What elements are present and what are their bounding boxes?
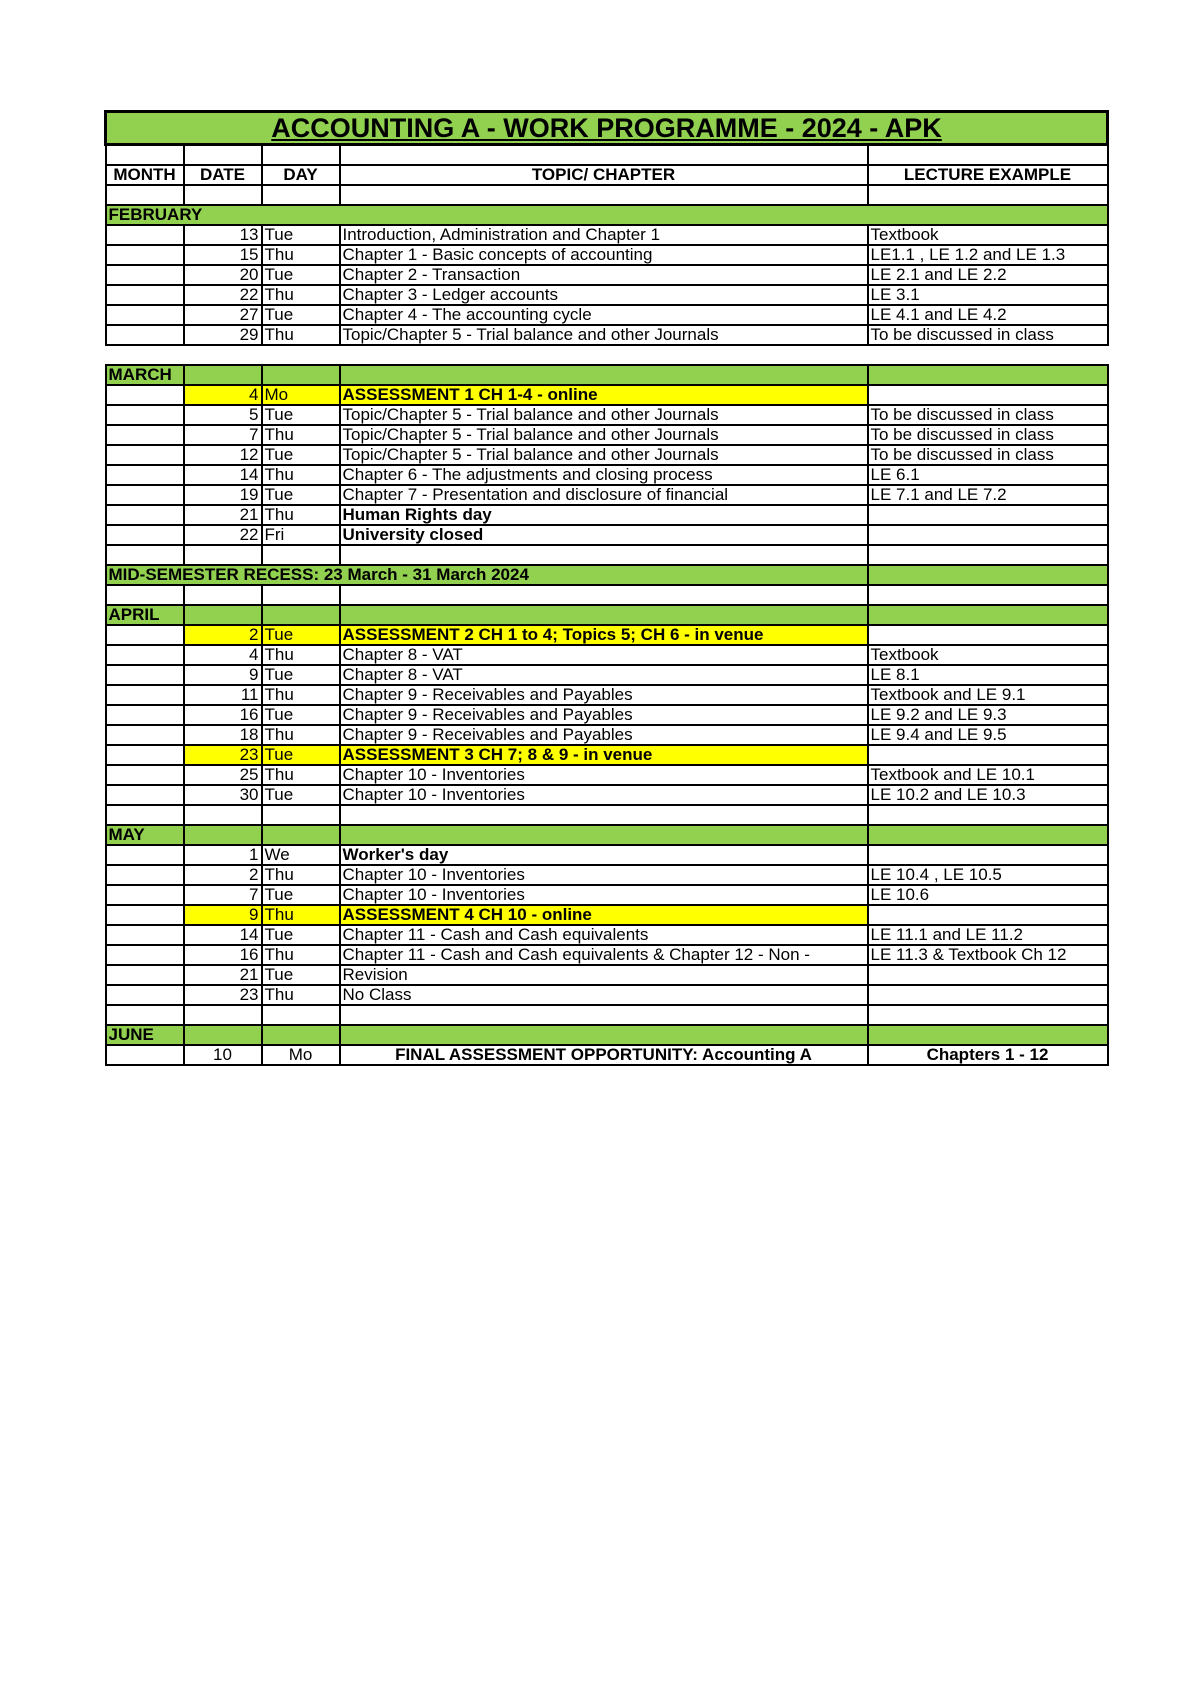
topic-cell: Human Rights day [340,505,868,525]
header-row [106,165,1108,185]
topic-cell: Chapter 4 - The accounting cycle [340,305,868,325]
lecture-cell [868,625,1108,645]
topic-cell: ASSESSMENT 4 CH 10 - online [340,905,868,925]
date-cell: 23 [184,745,262,765]
date-cell: 27 [184,305,262,325]
table-row [106,965,1108,985]
date-cell: 29 [184,325,262,345]
day-cell: Fri [262,525,340,545]
topic-cell: Chapter 3 - Ledger accounts [340,285,868,305]
date-cell: 9 [184,905,262,925]
table-row [106,285,1108,305]
lecture-cell: LE 11.1 and LE 11.2 [868,925,1108,945]
date-cell: 22 [184,525,262,545]
date-cell: 14 [184,465,262,485]
day-cell: We [262,845,340,865]
date-cell: 10 [184,1045,262,1065]
date-cell: 4 [184,385,262,405]
day-cell: Thu [262,325,340,345]
lecture-cell: LE1.1 , LE 1.2 and LE 1.3 [868,245,1108,265]
date-cell: 12 [184,445,262,465]
date-cell: 21 [184,965,262,985]
day-cell: Thu [262,765,340,785]
topic-cell: Topic/Chapter 5 - Trial balance and other Journals [340,445,868,465]
topic-cell: Chapter 8 - VAT [340,645,868,665]
date-cell: 15 [184,245,262,265]
lecture-cell: LE 6.1 [868,465,1108,485]
lecture-cell [868,385,1108,405]
topic-cell: Chapter 10 - Inventories [340,765,868,785]
header-lecture: LECTURE EXAMPLE [868,165,1108,185]
work-programme-sheet [104,110,1106,1066]
work-programme-table [104,110,1109,1066]
day-cell: Tue [262,965,340,985]
day-cell: Tue [262,405,340,425]
date-cell: 1 [184,845,262,865]
lecture-cell: LE 8.1 [868,665,1108,685]
topic-cell: No Class [340,985,868,1005]
topic-cell: Topic/Chapter 5 - Trial balance and other Journals [340,405,868,425]
table-row [106,925,1108,945]
lecture-cell: LE 2.1 and LE 2.2 [868,265,1108,285]
date-cell: 25 [184,765,262,785]
day-cell: Tue [262,485,340,505]
day-cell: Mo [262,1045,340,1065]
lecture-cell [868,505,1108,525]
lecture-cell: LE 10.4 , LE 10.5 [868,865,1108,885]
date-cell: 19 [184,485,262,505]
date-cell: 23 [184,985,262,1005]
date-cell: 20 [184,265,262,285]
sheet-title: ACCOUNTING A - WORK PROGRAMME - 2024 - APK [106,112,1108,145]
day-cell: Thu [262,505,340,525]
month-label: MAY [106,825,184,845]
topic-cell: Chapter 9 - Receivables and Payables [340,705,868,725]
day-cell: Tue [262,925,340,945]
table-row [106,885,1108,905]
month-row-february [106,205,1108,225]
date-cell: 2 [184,865,262,885]
month-row-may [106,825,1108,845]
lecture-cell: Textbook and LE 10.1 [868,765,1108,785]
spacer-row [106,345,1108,365]
table-row [106,625,1108,645]
header-topic: TOPIC/ CHAPTER [340,165,868,185]
month-label: JUNE [106,1025,184,1045]
date-cell: 18 [184,725,262,745]
table-row [106,985,1108,1005]
topic-cell: Chapter 10 - Inventories [340,785,868,805]
day-cell: Thu [262,645,340,665]
day-cell: Mo [262,385,340,405]
topic-cell: FINAL ASSESSMENT OPPORTUNITY: Accounting A [340,1045,868,1065]
date-cell: 7 [184,425,262,445]
date-cell: 14 [184,925,262,945]
day-cell: Tue [262,625,340,645]
topic-cell: University closed [340,525,868,545]
lecture-cell: Chapters 1 - 12 [868,1045,1108,1065]
table-row [106,945,1108,965]
topic-cell: ASSESSMENT 1 CH 1-4 - online [340,385,868,405]
topic-cell: ASSESSMENT 3 CH 7; 8 & 9 - in venue [340,745,868,765]
table-row [106,765,1108,785]
day-cell: Tue [262,265,340,285]
topic-cell: Chapter 9 - Receivables and Payables [340,685,868,705]
blank-row [106,545,1108,565]
lecture-cell: LE 9.4 and LE 9.5 [868,725,1108,745]
table-row [106,505,1108,525]
day-cell: Thu [262,685,340,705]
day-cell: Tue [262,665,340,685]
lecture-cell [868,905,1108,925]
lecture-cell: LE 11.3 & Textbook Ch 12 [868,945,1108,965]
recess-row [106,565,1108,585]
date-cell: 7 [184,885,262,905]
lecture-cell: To be discussed in class [868,445,1108,465]
day-cell: Tue [262,885,340,905]
lecture-cell: LE 3.1 [868,285,1108,305]
table-row [106,485,1108,505]
month-label: FEBRUARY [106,205,1108,225]
day-cell: Thu [262,285,340,305]
table-row [106,705,1108,725]
blank-row [106,185,1108,205]
day-cell: Tue [262,705,340,725]
month-row-march [106,365,1108,385]
table-row [106,785,1108,805]
day-cell: Thu [262,725,340,745]
day-cell: Tue [262,445,340,465]
lecture-cell: To be discussed in class [868,325,1108,345]
table-row [106,425,1108,445]
table-row [106,1045,1108,1065]
blank-row [106,585,1108,605]
date-cell: 16 [184,945,262,965]
table-row [106,445,1108,465]
topic-cell: Chapter 9 - Receivables and Payables [340,725,868,745]
lecture-cell: Textbook and LE 9.1 [868,685,1108,705]
topic-cell: Chapter 7 - Presentation and disclosure of financial [340,485,868,505]
month-row-april [106,605,1108,625]
month-label: MARCH [106,365,184,385]
lecture-cell: To be discussed in class [868,425,1108,445]
day-cell: Tue [262,305,340,325]
lecture-cell: Textbook [868,645,1108,665]
table-row [106,265,1108,285]
date-cell: 11 [184,685,262,705]
table-row [106,865,1108,885]
date-cell: 21 [184,505,262,525]
lecture-cell [868,845,1108,865]
table-row [106,245,1108,265]
lecture-cell: Textbook [868,225,1108,245]
table-row [106,305,1108,325]
header-date: DATE [184,165,262,185]
table-row [106,385,1108,405]
table-row [106,325,1108,345]
month-label: APRIL [106,605,184,625]
date-cell: 4 [184,645,262,665]
date-cell: 22 [184,285,262,305]
topic-cell: Chapter 6 - The adjustments and closing process [340,465,868,485]
header-day: DAY [262,165,340,185]
table-row [106,745,1108,765]
topic-cell: Chapter 11 - Cash and Cash equivalents & Chapter 12 - Non - [340,945,868,965]
lecture-cell [868,965,1108,985]
lecture-cell: LE 7.1 and LE 7.2 [868,485,1108,505]
day-cell: Thu [262,945,340,965]
topic-cell: Chapter 11 - Cash and Cash equivalents [340,925,868,945]
lecture-cell: LE 4.1 and LE 4.2 [868,305,1108,325]
day-cell: Thu [262,465,340,485]
day-cell: Tue [262,225,340,245]
lecture-cell [868,745,1108,765]
day-cell: Thu [262,905,340,925]
lecture-cell: LE 10.6 [868,885,1108,905]
table-row [106,685,1108,705]
topic-cell: Chapter 10 - Inventories [340,865,868,885]
header-month: MONTH [106,165,184,185]
table-row [106,905,1108,925]
topic-cell: Introduction, Administration and Chapter 1 [340,225,868,245]
recess-label: MID-SEMESTER RECESS: 23 March - 31 March 2024 [106,565,868,585]
day-cell: Thu [262,425,340,445]
topic-cell: Chapter 10 - Inventories [340,885,868,905]
date-cell: 9 [184,665,262,685]
lecture-cell [868,985,1108,1005]
day-cell: Tue [262,785,340,805]
month-row-june [106,1025,1108,1045]
table-row [106,225,1108,245]
day-cell: Thu [262,245,340,265]
lecture-cell: LE 10.2 and LE 10.3 [868,785,1108,805]
lecture-cell: To be discussed in class [868,405,1108,425]
table-row [106,405,1108,425]
date-cell: 2 [184,625,262,645]
table-row [106,645,1108,665]
topic-cell: Topic/Chapter 5 - Trial balance and other Journals [340,425,868,445]
blank-row [106,805,1108,825]
date-cell: 16 [184,705,262,725]
day-cell: Thu [262,985,340,1005]
title-row [106,112,1108,145]
date-cell: 5 [184,405,262,425]
date-cell: 30 [184,785,262,805]
date-cell: 13 [184,225,262,245]
topic-cell: Worker's day [340,845,868,865]
day-cell: Tue [262,745,340,765]
table-row [106,465,1108,485]
topic-cell: Chapter 8 - VAT [340,665,868,685]
blank-row [106,145,1108,166]
lecture-cell: LE 9.2 and LE 9.3 [868,705,1108,725]
table-row [106,525,1108,545]
lecture-cell [868,525,1108,545]
table-row [106,725,1108,745]
topic-cell: Topic/Chapter 5 - Trial balance and other Journals [340,325,868,345]
topic-cell: Chapter 2 - Transaction [340,265,868,285]
topic-cell: Chapter 1 - Basic concepts of accounting [340,245,868,265]
topic-cell: ASSESSMENT 2 CH 1 to 4; Topics 5; CH 6 - in venue [340,625,868,645]
table-row [106,665,1108,685]
blank-row [106,1005,1108,1025]
day-cell: Thu [262,865,340,885]
topic-cell: Revision [340,965,868,985]
table-row [106,845,1108,865]
